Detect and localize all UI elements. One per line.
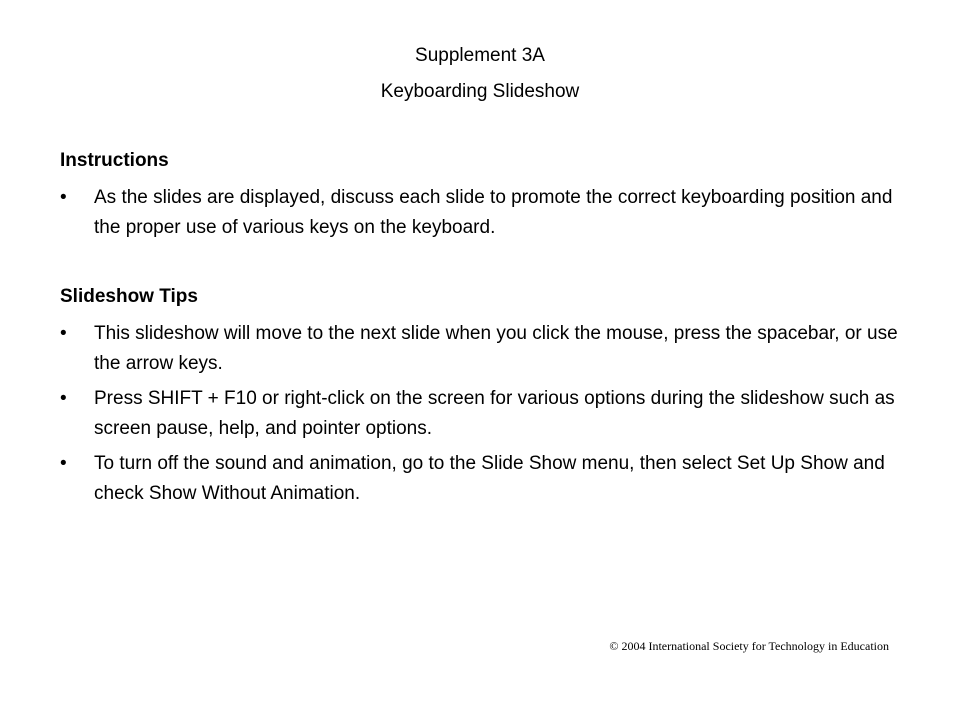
bullet-glyph: • <box>60 323 67 344</box>
slideshow-tips-section <box>60 285 910 509</box>
copyright-footer: © 2004 International Society for Technology in Education <box>609 639 889 653</box>
tips-bullet <box>60 449 910 509</box>
bullet-text: To turn off the sound and animation, go to the Slide Show menu, then select Set Up Show and check Show Without Animation. <box>94 453 885 504</box>
slide-title-line-1: Supplement 3A <box>415 45 545 66</box>
bullet-glyph: • <box>60 453 67 474</box>
instructions-heading: Instructions <box>60 150 169 171</box>
bullet-glyph: • <box>60 388 67 409</box>
instructions-bullet <box>60 183 910 243</box>
slideshow-tips-heading: Slideshow Tips <box>60 286 198 307</box>
bullet-text: Press SHIFT + F10 or right-click on the screen for various options during the slideshow such as screen pause, help, and pointer options. <box>94 388 895 439</box>
bullet-text: This slideshow will move to the next slide when you click the mouse, press the spacebar, or use the arrow keys. <box>94 323 898 374</box>
bullet-text: As the slides are displayed, discuss each slide to promote the correct keyboarding position and the proper use of various keys on the keyboard. <box>94 187 893 238</box>
tips-bullet <box>60 384 910 444</box>
slide-title-line-2: Keyboarding Slideshow <box>380 81 580 102</box>
instructions-section <box>60 149 910 243</box>
tips-bullet <box>60 319 910 379</box>
bullet-glyph: • <box>60 187 67 208</box>
